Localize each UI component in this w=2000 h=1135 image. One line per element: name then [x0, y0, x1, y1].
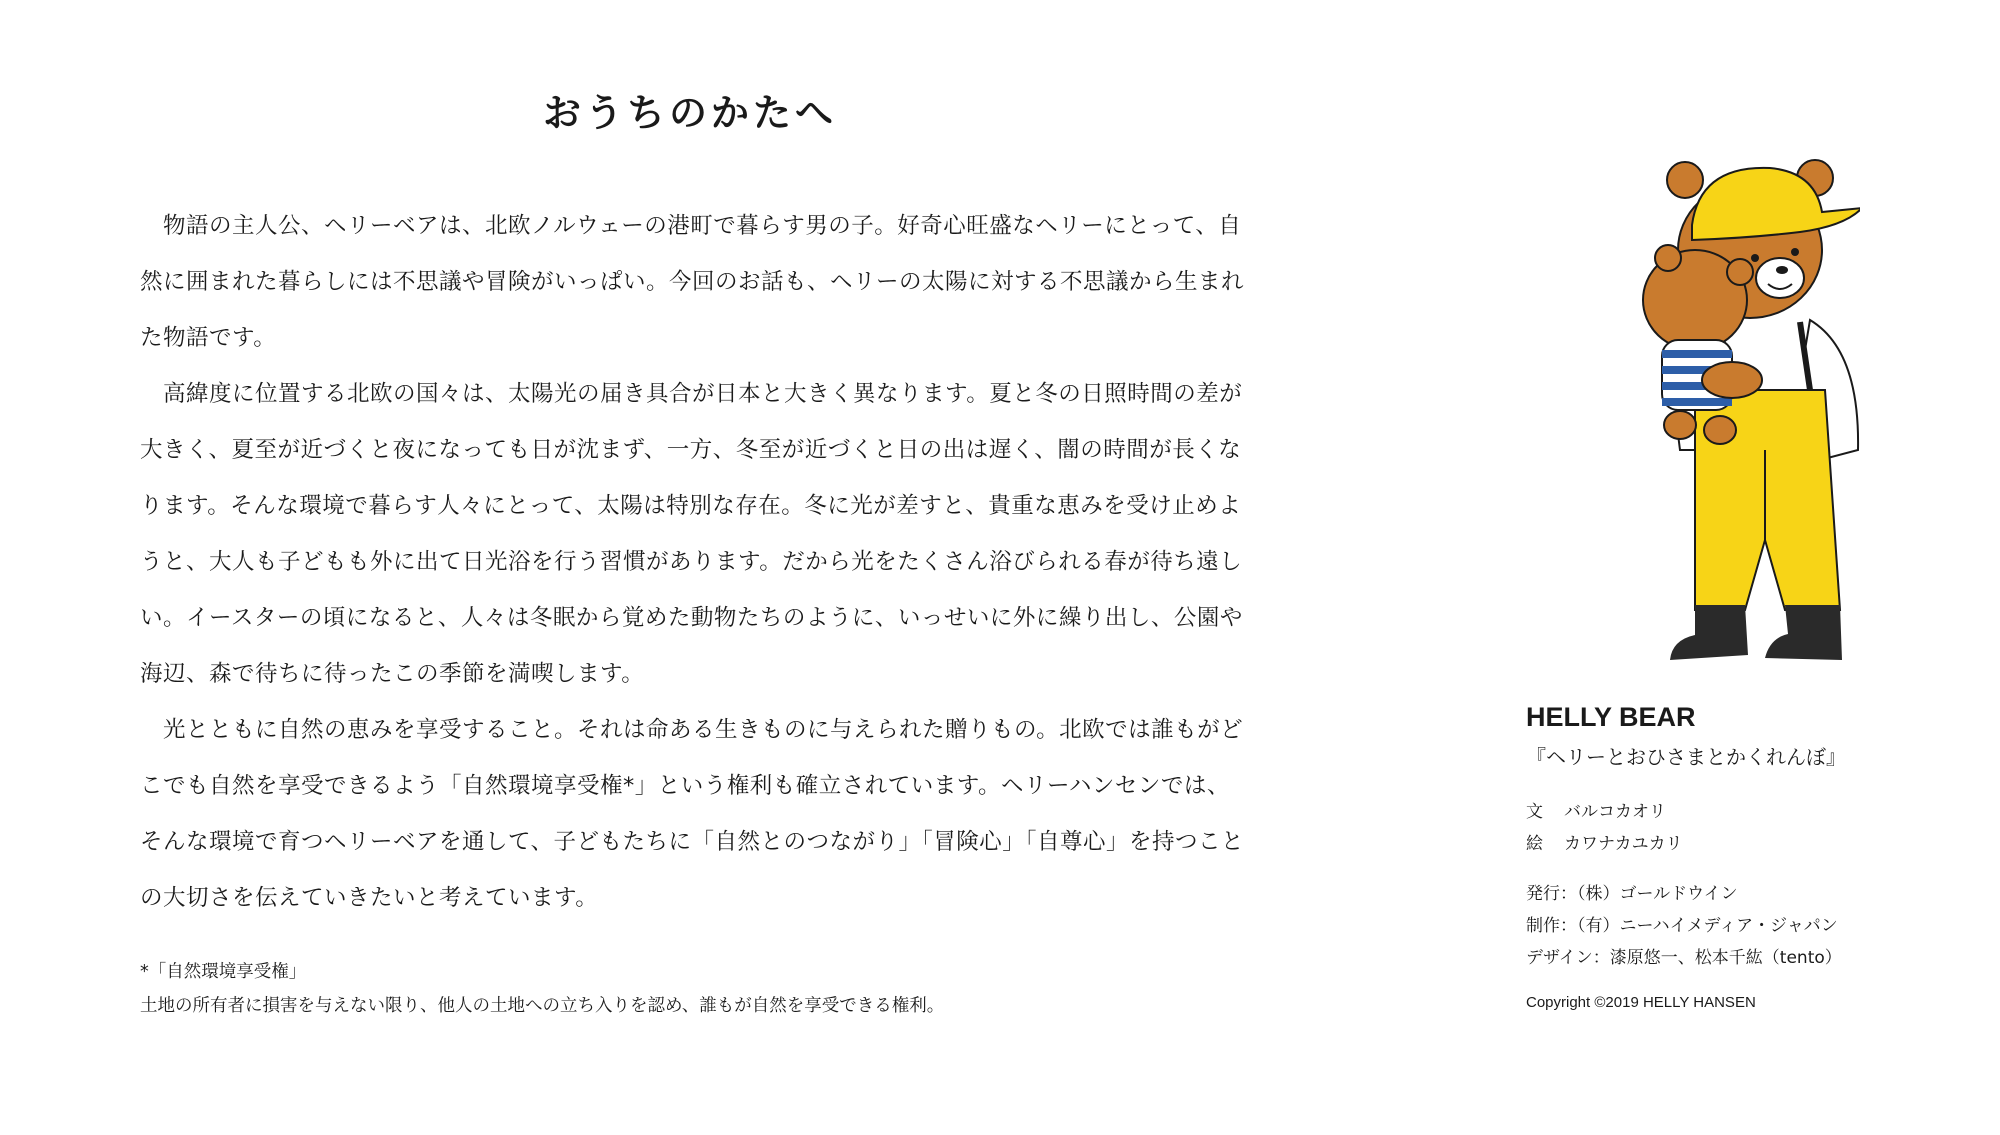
helly-bear-illustration [1600, 150, 1860, 670]
paragraph-1: 物語の主人公、ヘリーベアは、北欧ノルウェーの港町で暮らす男の子。好奇心旺盛なヘリーにとって、自然に囲まれた暮らしには不思議や冒険がいっぱい。今回のお話も、ヘリーの太陽に対する不思議から生まれた物語です。 [140, 213, 1245, 351]
footnote-term: *「自然環境享受権」 [140, 962, 307, 982]
paragraph-3: 光とともに自然の恵みを享受すること。それは命ある生きものに与えられた贈りもの。北欧では誰もがどこでも自然を享受できるよう「自然環境享受権*」という権利も確立されています。ヘリーハンセンでは、そんな環境で育つヘリーベアを通して、子どもたちに「自然とのつながり」「冒険心」「自尊心」を持つことの大切さを伝えていきたいと考えています。 [140, 717, 1245, 911]
credit-name: バルコカオリ [1564, 802, 1666, 822]
credit-writer [1526, 796, 1966, 828]
credit-role: 文 [1526, 802, 1543, 822]
designer: デザイン：漆原悠一、松本千紘（tento） [1526, 948, 1842, 968]
page-title: おうちのかたへ [542, 91, 837, 135]
book-info [1526, 702, 1966, 1011]
credit-illustrator [1526, 828, 1966, 860]
credit-role: 絵 [1526, 834, 1543, 854]
brand-name: HELLY BEAR [1526, 702, 1696, 732]
paragraph-2: 高緯度に位置する北欧の国々は、太陽光の届き具合が日本と大きく異なります。夏と冬の日照時間の差が大きく、夏至が近づくと夜になっても日が沈まず、一方、冬至が近づくと日の出は遅く、闇の時間が長くなります。そんな環境で暮らす人々にとって、太陽は特別な存在。冬に光が差すと、貴重な恵みを受け止めようと、大人も子どもも外に出て日光浴を行う習慣があります。だから光をたくさん浴びられる春が待ち遠しい。イースターの頃になると、人々は冬眠から覚めた動物たちのように、いっせいに外に繰り出し、公園や海辺、森で待ちに待ったこの季節を満喫します。 [140, 381, 1243, 687]
footnote [140, 955, 1240, 1023]
credit-name: カワナカユカリ [1564, 834, 1683, 854]
producer: 制作：（有）ニーハイメディア・ジャパン [1526, 916, 1838, 936]
footnote-definition: 土地の所有者に損害を与えない限り、他人の土地への立ち入りを認め、誰もが自然を享受できる権利。 [140, 996, 945, 1016]
book-title: 『ヘリーとおひさまとかくれんぼ』 [1526, 745, 1846, 769]
body-text [140, 198, 1250, 926]
copyright: Copyright ©2019 HELLY HANSEN [1526, 994, 1756, 1011]
publisher: 発行：（株）ゴールドウイン [1526, 884, 1738, 904]
publishing-info [1526, 878, 1966, 974]
